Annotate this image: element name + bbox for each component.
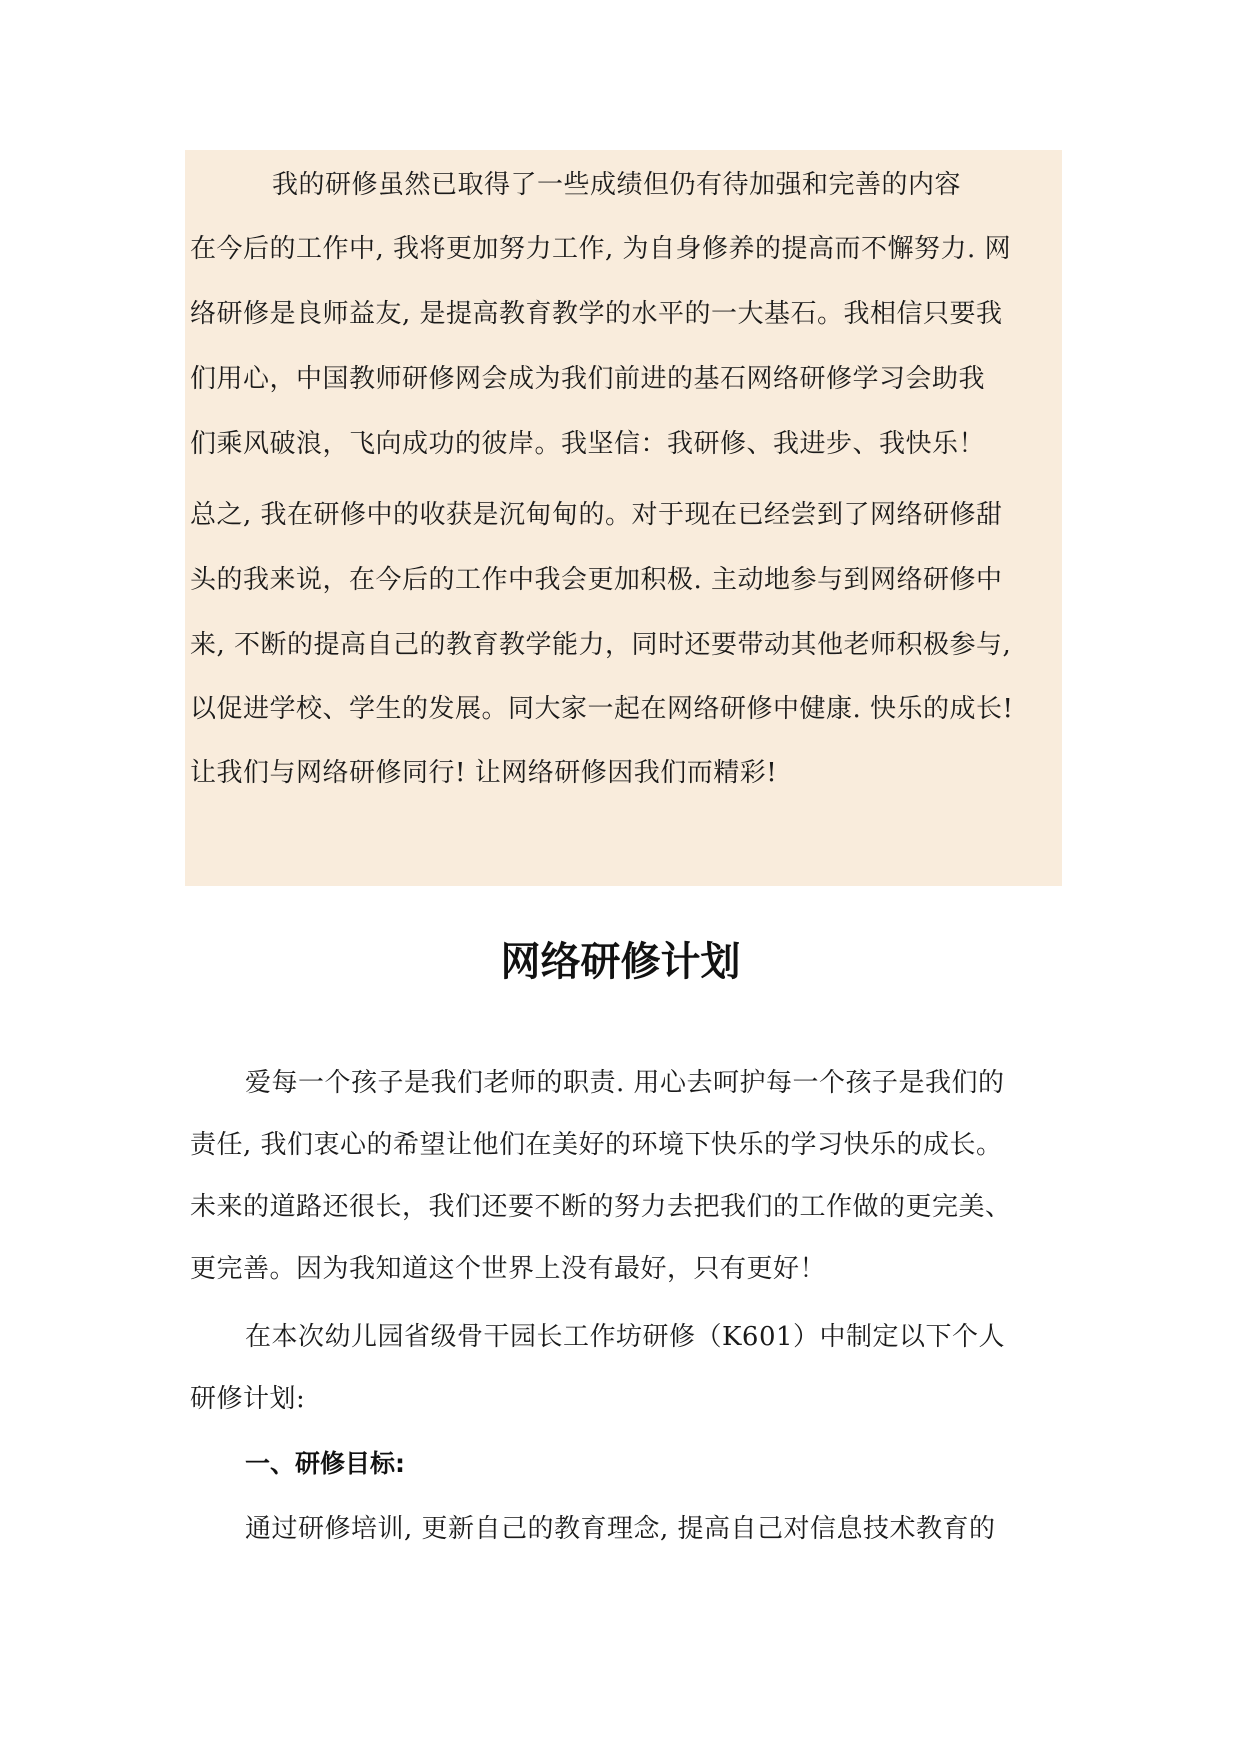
section1-line-1: 通过研修培训, 更新自己的教育理念, 提高自己对信息技术教育的 <box>245 1514 996 1544</box>
document-title: 网络研修计划 <box>500 939 741 985</box>
shaded-line-4: 们用心，中国教师研修网会成为我们前进的基石网络研修学习会助我 <box>190 364 986 394</box>
shaded-line-7: 头的我来说，在今后的工作中我会更加积极. 主动地参与到网络研修中 <box>190 565 1003 595</box>
paragraph1-line-2: 责任, 我们衷心的希望让他们在美好的环境下快乐的学习快乐的成长。 <box>190 1130 1003 1160</box>
paragraph1-line-3: 未来的道路还很长，我们还要不断的努力去把我们的工作做的更完美、 <box>190 1192 1012 1222</box>
paragraph2-line-1: 在本次幼儿园省级骨干园长工作坊研修（K601）中制定以下个人 <box>245 1322 1006 1352</box>
shaded-line-5: 们乘风破浪，飞向成功的彼岸。我坚信：我研修、我进步、我快乐！ <box>190 429 986 459</box>
paragraph1-line-4: 更完善。因为我知道这个世界上没有最好，只有更好！ <box>190 1254 827 1284</box>
shaded-line-9: 以促进学校、学生的发展。同大家一起在网络研修中健康. 快乐的成长! <box>190 694 1014 724</box>
shaded-line-2: 在今后的工作中, 我将更加努力工作, 为自身修养的提高而不懈努力. 网 <box>190 234 1012 264</box>
shaded-line-8: 来, 不断的提高自己的教育教学能力，同时还要带动其他老师积极参与, <box>190 630 1012 660</box>
section-heading-goals: 一、研修目标: <box>245 1449 405 1478</box>
shaded-line-1: 我的研修虽然已取得了一些成绩但仍有待加强和完善的内容 <box>272 170 962 200</box>
paragraph2-line-2: 研修计划: <box>190 1384 306 1414</box>
shaded-line-6: 总之, 我在研修中的收获是沉甸甸的。对于现在已经尝到了网络研修甜 <box>190 500 1003 530</box>
paragraph1-line-1: 爱每一个孩子是我们老师的职责. 用心去呵护每一个孩子是我们的 <box>245 1068 1005 1098</box>
shaded-line-3: 络研修是良师益友, 是提高教育教学的水平的一大基石。我相信只要我 <box>190 299 1003 329</box>
shaded-line-10: 让我们与网络研修同行! 让网络研修因我们而精彩! <box>190 758 778 788</box>
